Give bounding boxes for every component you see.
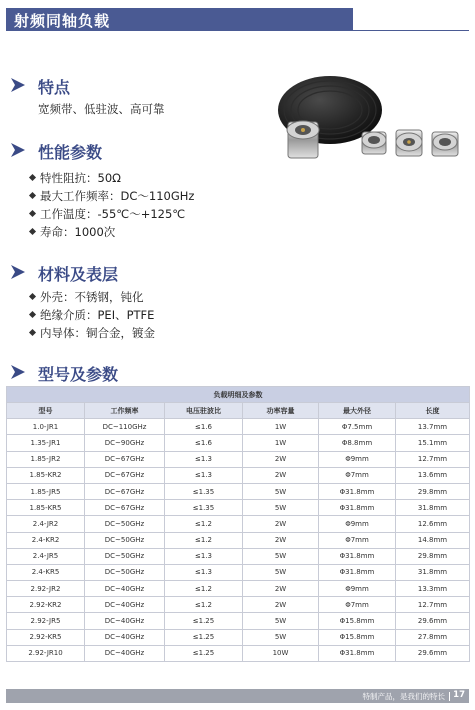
list-item: 绝缘介质：PEI、PTFE xyxy=(40,307,154,323)
table-row xyxy=(7,516,470,532)
table-cell: DC~40GHz xyxy=(85,629,165,645)
footer-slogan: 特制产品，是我们的特长 xyxy=(362,692,445,701)
diamond-bullet-icon xyxy=(29,228,36,235)
table-cell: 12.6mm xyxy=(396,516,470,532)
table-cell: Φ9mm xyxy=(319,516,396,532)
table-cell: DC~50GHz xyxy=(85,532,165,548)
table-cell: 2W xyxy=(243,516,319,532)
list-item: 寿命：1000次 xyxy=(40,224,115,240)
footer-bar xyxy=(6,689,469,703)
table-cell: ≤1.2 xyxy=(165,581,243,597)
table-cell: ≤1.6 xyxy=(165,419,243,435)
table-cell: 5W xyxy=(243,483,319,499)
table-caption: 负载明细及参数 xyxy=(7,387,470,403)
table-cell: DC~40GHz xyxy=(85,613,165,629)
table-row xyxy=(7,613,470,629)
table-row xyxy=(7,581,470,597)
table-cell: ≤1.25 xyxy=(165,613,243,629)
table-row xyxy=(7,548,470,564)
table-cell: Φ31.8mm xyxy=(319,645,396,661)
table-header-row xyxy=(7,403,470,419)
table-row xyxy=(7,645,470,661)
table-cell: Φ15.8mm xyxy=(319,629,396,645)
footer-divider xyxy=(449,692,450,701)
table-cell: DC~50GHz xyxy=(85,564,165,580)
table-cell: 13.3mm xyxy=(396,581,470,597)
arrow-right-icon xyxy=(10,142,26,158)
table-cell: ≤1.2 xyxy=(165,532,243,548)
table-cell: 2W xyxy=(243,532,319,548)
table-cell: 2.92-JR10 xyxy=(7,645,85,661)
table-cell: ≤1.25 xyxy=(165,629,243,645)
col-header: 长度 xyxy=(396,403,470,419)
col-header: 工作频率 xyxy=(85,403,165,419)
table-row xyxy=(7,597,470,613)
table-cell: 10W xyxy=(243,645,319,661)
table-cell: ≤1.6 xyxy=(165,435,243,451)
table-cell: DC~50GHz xyxy=(85,516,165,532)
diamond-bullet-icon xyxy=(29,192,36,199)
table-cell: 5W xyxy=(243,613,319,629)
table-cell: 2.4-KR5 xyxy=(7,564,85,580)
arrow-right-icon xyxy=(10,264,26,280)
table-cell: 12.7mm xyxy=(396,597,470,613)
header-rule xyxy=(353,30,469,31)
diamond-bullet-icon xyxy=(29,329,36,336)
table-cell: 1W xyxy=(243,419,319,435)
table-cell: 2.92-KR2 xyxy=(7,597,85,613)
table-cell: Φ31.8mm xyxy=(319,483,396,499)
section-title-features: 特点 xyxy=(38,78,71,97)
table-cell: 1.35-JR1 xyxy=(7,435,85,451)
table-cell: 2W xyxy=(243,451,319,467)
table-cell: ≤1.35 xyxy=(165,483,243,499)
table-cell: 2.92-JR2 xyxy=(7,581,85,597)
table-cell: DC~67GHz xyxy=(85,483,165,499)
table-cell: 2.92-JR5 xyxy=(7,613,85,629)
table-cell: 5W xyxy=(243,564,319,580)
table-cell: ≤1.2 xyxy=(165,597,243,613)
spec-table xyxy=(6,386,470,662)
list-item: 特性阻抗：50Ω xyxy=(40,170,121,186)
section-title-models: 型号及参数 xyxy=(38,365,119,384)
table-row xyxy=(7,435,470,451)
table-cell: Φ31.8mm xyxy=(319,548,396,564)
table-cell: Φ7mm xyxy=(319,467,396,483)
table-cell: DC~40GHz xyxy=(85,581,165,597)
table-cell: 2.4-JR2 xyxy=(7,516,85,532)
table-cell: 29.6mm xyxy=(396,613,470,629)
table-cell: Φ7mm xyxy=(319,532,396,548)
table-cell: 1.85-JR2 xyxy=(7,451,85,467)
table-cell: 1.85-JR5 xyxy=(7,483,85,499)
table-cell: 29.6mm xyxy=(396,645,470,661)
table-cell: Φ9mm xyxy=(319,451,396,467)
table-cell: Φ31.8mm xyxy=(319,564,396,580)
table-cell: 14.8mm xyxy=(396,532,470,548)
table-cell: 2.4-JR5 xyxy=(7,548,85,564)
table-cell: ≤1.3 xyxy=(165,467,243,483)
list-item: 内导体：铜合金，镀金 xyxy=(40,325,155,341)
table-cell: DC~67GHz xyxy=(85,451,165,467)
table-cell: DC~110GHz xyxy=(85,419,165,435)
table-row xyxy=(7,483,470,499)
table-cell: ≤1.3 xyxy=(165,451,243,467)
col-header: 电压驻波比 xyxy=(165,403,243,419)
diamond-bullet-icon xyxy=(29,210,36,217)
table-cell: DC~40GHz xyxy=(85,597,165,613)
col-header: 型号 xyxy=(7,403,85,419)
table-cell: 5W xyxy=(243,500,319,516)
table-cell: 13.7mm xyxy=(396,419,470,435)
col-header: 最大外径 xyxy=(319,403,396,419)
diamond-bullet-icon xyxy=(29,174,36,181)
table-cell: DC~67GHz xyxy=(85,467,165,483)
list-item: 最大工作频率：DC～110GHz xyxy=(40,188,194,204)
table-cell: 2W xyxy=(243,467,319,483)
table-cell: DC~40GHz xyxy=(85,645,165,661)
product-photo xyxy=(270,70,470,185)
table-cell: ≤1.3 xyxy=(165,564,243,580)
table-cell: 5W xyxy=(243,548,319,564)
diamond-bullet-icon xyxy=(29,311,36,318)
features-text: 宽频带、低驻波、高可靠 xyxy=(38,102,165,116)
table-cell: 29.8mm xyxy=(396,548,470,564)
table-cell: 31.8mm xyxy=(396,500,470,516)
table-row xyxy=(7,629,470,645)
page-number: 17 xyxy=(453,690,465,700)
section-title-materials: 材料及表层 xyxy=(38,265,119,284)
table-cell: Φ15.8mm xyxy=(319,613,396,629)
section-title-performance: 性能参数 xyxy=(38,143,103,162)
table-cell: 2.92-KR5 xyxy=(7,629,85,645)
table-row xyxy=(7,467,470,483)
table-row xyxy=(7,451,470,467)
diamond-bullet-icon xyxy=(29,293,36,300)
arrow-right-icon xyxy=(10,77,26,93)
table-cell: 13.6mm xyxy=(396,467,470,483)
table-cell: Φ31.8mm xyxy=(319,500,396,516)
table-row xyxy=(7,500,470,516)
table-cell: 1.85-KR5 xyxy=(7,500,85,516)
table-cell: ≤1.2 xyxy=(165,516,243,532)
table-cell: 2W xyxy=(243,597,319,613)
arrow-right-icon xyxy=(10,364,26,380)
table-row xyxy=(7,532,470,548)
table-cell: ≤1.3 xyxy=(165,548,243,564)
table-cell: DC~90GHz xyxy=(85,435,165,451)
table-cell: Φ7.5mm xyxy=(319,419,396,435)
table-cell: 2W xyxy=(243,581,319,597)
table-cell: DC~50GHz xyxy=(85,548,165,564)
table-cell: ≤1.35 xyxy=(165,500,243,516)
table-cell: 2.4-KR2 xyxy=(7,532,85,548)
table-cell: 1.85-KR2 xyxy=(7,467,85,483)
col-header: 功率容量 xyxy=(243,403,319,419)
table-cell: 12.7mm xyxy=(396,451,470,467)
table-cell: DC~67GHz xyxy=(85,500,165,516)
header-bar xyxy=(6,8,353,31)
table-cell: 1W xyxy=(243,435,319,451)
table-cell: 5W xyxy=(243,629,319,645)
page-title: 射频同轴负载 xyxy=(14,12,111,30)
table-cell: 1.0-JR1 xyxy=(7,419,85,435)
table-cell: 15.1mm xyxy=(396,435,470,451)
table-cell: Φ8.8mm xyxy=(319,435,396,451)
table-cell: 29.8mm xyxy=(396,483,470,499)
list-item: 外壳：不锈钢，钝化 xyxy=(40,289,144,305)
table-cell: ≤1.25 xyxy=(165,645,243,661)
table-cell: Φ7mm xyxy=(319,597,396,613)
table-cell: 31.8mm xyxy=(396,564,470,580)
list-item: 工作温度：-55℃～+125℃ xyxy=(40,206,185,222)
table-cell: Φ9mm xyxy=(319,581,396,597)
table-cell: 27.8mm xyxy=(396,629,470,645)
table-row xyxy=(7,564,470,580)
table-row xyxy=(7,419,470,435)
